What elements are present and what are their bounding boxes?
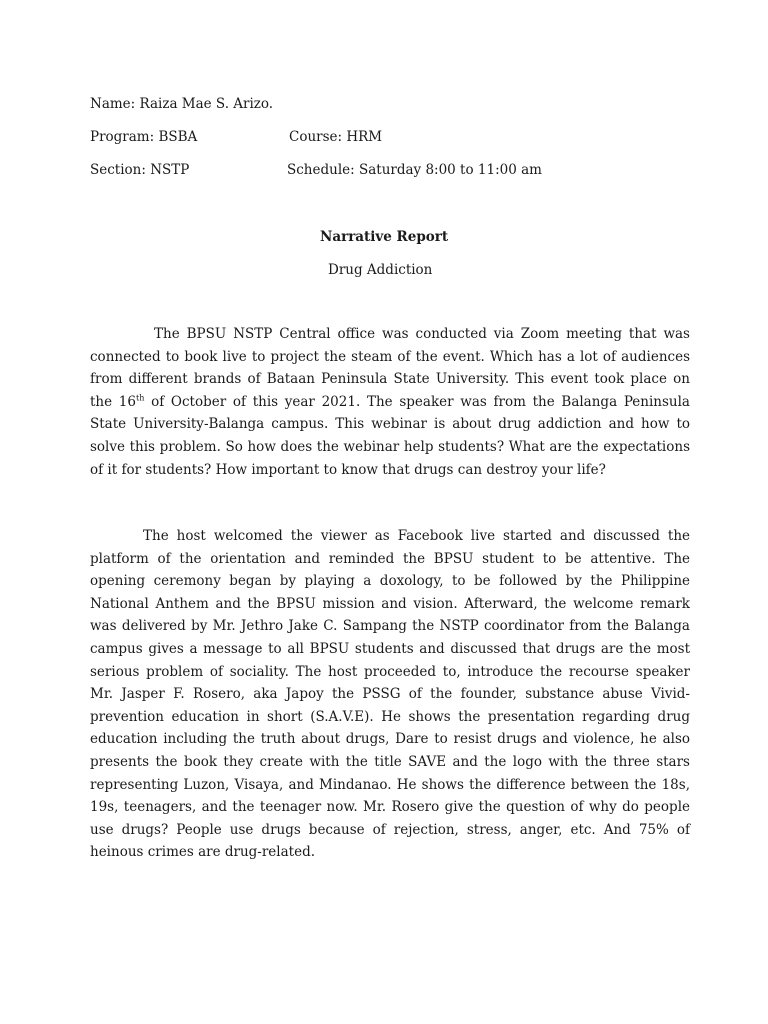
paragraph-1 [90, 323, 690, 481]
paragraph-1-text-a: The BPSU NSTP Central office was conducted via Zoom meeting that was connected to book live to project the steam of the event. Which has a lot of audiences from different brands of Bataan Peninsula State University. This event took place on the 16 [90, 326, 690, 410]
report-title: Narrative Report [320, 229, 449, 245]
schedule-label: Schedule: Saturday 8:00 to 11:00 am [287, 162, 542, 178]
paragraph-2-text: The host welcomed the viewer as Facebook live started and discussed the platform of the orientation and reminded the BPSU student to be attentive. The opening ceremony began by playing a doxology, to be followed by the Philippine National Anthem and the BPSU mission and vision. Afterward, the welcome remark was delivered by Mr. Jethro Jake C. Sampang the NSTP coordinator from the Balanga campus gives a message to all BPSU students and discussed that drugs are the most serious problem of sociality. The host proceeded to, introduce the recourse speaker Mr. Jasper F. Rosero, aka Japoy the PSSG of the founder, substance abuse Vivid- prevention education in short (S.A.V.E). He shows the presentation regarding drug education including the truth about drugs, Dare to resist drugs and violence, he also presents the book they create with the title SAVE and the logo with the three stars representing Luzon, Visaya, and Mindanao. He shows the difference between the 18s, 19s, teenagers, and the teenager now. Mr. Rosero give the question of why do people use drugs? People use drugs because of rejection, stress, anger, etc. And 75% of heinous crimes are drug-related. [90, 528, 690, 861]
program-label: Program: BSBA [90, 129, 198, 145]
report-subtitle: Drug Addiction [328, 262, 433, 278]
paragraph-2 [90, 525, 690, 864]
paragraph-1-text-b: of October of this year 2021. The speaker was from the Balanga Peninsula State University-Balanga campus. This webinar is about drug addiction and how to solve this problem. So how does the webinar help students? What are the expectations of it for students? How important to know that drugs can destroy your life? [90, 393, 690, 478]
section-label: Section: NSTP [90, 162, 190, 178]
ordinal-suffix: th [136, 393, 145, 403]
student-name: Name: Raiza Mae S. Arizo. [90, 96, 274, 112]
course-label: Course: HRM [289, 129, 383, 145]
